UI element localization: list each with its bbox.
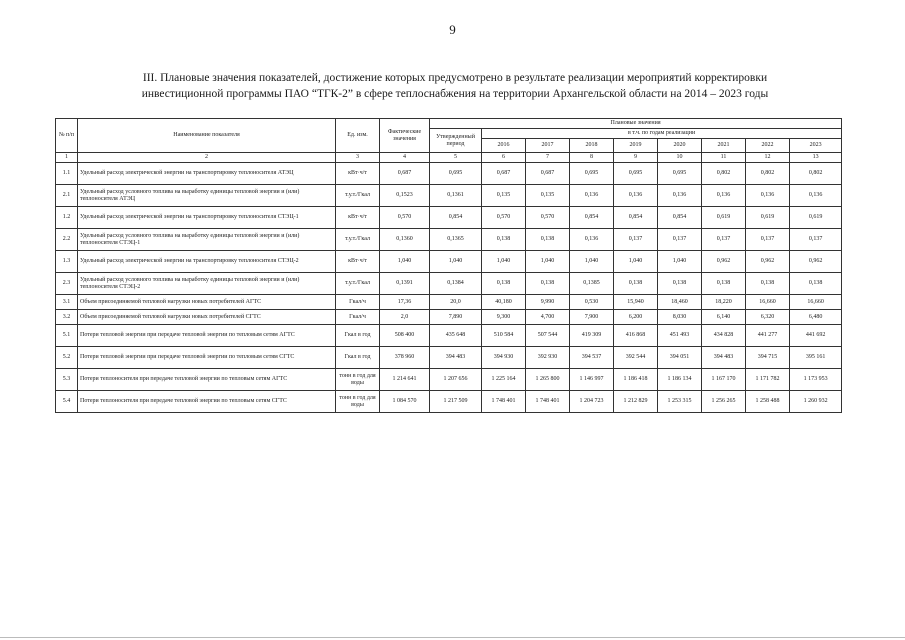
table-row <box>56 325 842 347</box>
year-value: 0,135 <box>526 185 570 207</box>
year-value: 1,040 <box>614 251 658 273</box>
year-value: 0,570 <box>482 207 526 229</box>
unit-cell: кВт·ч/т <box>336 251 380 273</box>
indicator-name: Потери теплоносителя при передаче тепловой энергии по тепловым сетям АГТС <box>78 369 336 391</box>
year-value: 419 309 <box>570 325 614 347</box>
header-year: 2023 <box>790 139 842 153</box>
table-row <box>56 310 842 325</box>
year-value: 0,138 <box>614 273 658 295</box>
year-value: 1,040 <box>570 251 614 273</box>
year-value: 0,138 <box>790 273 842 295</box>
indicator-name: Объем присоединяемой тепловой нагрузки новых потребителей СГТС <box>78 310 336 325</box>
year-value: 0,137 <box>614 229 658 251</box>
year-value: 40,180 <box>482 295 526 310</box>
approved-period-value: 1 217 509 <box>430 391 482 413</box>
year-value: 6,140 <box>702 310 746 325</box>
header-name: Наименование показателя <box>78 119 336 153</box>
year-value: 16,660 <box>790 295 842 310</box>
table-row <box>56 347 842 369</box>
unit-cell: т.у.т./Гкал <box>336 229 380 251</box>
row-number: 5.1 <box>56 325 78 347</box>
year-value: 0,619 <box>702 207 746 229</box>
year-value: 416 868 <box>614 325 658 347</box>
column-number: 2 <box>78 153 336 163</box>
actual-value: 2,0 <box>380 310 430 325</box>
year-value: 0,138 <box>746 273 790 295</box>
unit-cell: Гкал в год <box>336 347 380 369</box>
year-value: 0,695 <box>614 163 658 185</box>
year-value: 0,138 <box>526 273 570 295</box>
actual-value: 0,1523 <box>380 185 430 207</box>
year-value: 1 204 723 <box>570 391 614 413</box>
table-row <box>56 229 842 251</box>
actual-value: 0,1391 <box>380 273 430 295</box>
approved-period-value: 0,1361 <box>430 185 482 207</box>
row-number: 1.1 <box>56 163 78 185</box>
year-value: 0,619 <box>790 207 842 229</box>
year-value: 1 748 401 <box>526 391 570 413</box>
year-value: 0,137 <box>658 229 702 251</box>
year-value: 0,138 <box>702 273 746 295</box>
header-actual: Фактические значения <box>380 119 430 153</box>
year-value: 16,660 <box>746 295 790 310</box>
header-no: № п/п <box>56 119 78 153</box>
year-value: 0,687 <box>526 163 570 185</box>
column-number: 10 <box>658 153 702 163</box>
unit-cell: кВт·ч/т <box>336 207 380 229</box>
column-number: 3 <box>336 153 380 163</box>
actual-value: 0,687 <box>380 163 430 185</box>
approved-period-value: 0,695 <box>430 163 482 185</box>
column-number: 13 <box>790 153 842 163</box>
year-value: 434 828 <box>702 325 746 347</box>
column-number: 6 <box>482 153 526 163</box>
year-value: 0,962 <box>790 251 842 273</box>
actual-value: 1 214 641 <box>380 369 430 391</box>
year-value: 6,320 <box>746 310 790 325</box>
year-value: 1 258 488 <box>746 391 790 413</box>
year-value: 9,990 <box>526 295 570 310</box>
year-value: 0,695 <box>570 163 614 185</box>
row-number: 2.3 <box>56 273 78 295</box>
table-row <box>56 391 842 413</box>
year-value: 510 584 <box>482 325 526 347</box>
unit-cell: т.у.т./Гкал <box>336 185 380 207</box>
row-number: 5.4 <box>56 391 78 413</box>
year-value: 1 748 401 <box>482 391 526 413</box>
year-value: 1 265 800 <box>526 369 570 391</box>
header-unit: Ед. изм. <box>336 119 380 153</box>
planned-values-table <box>55 118 842 413</box>
indicator-name: Потери тепловой энергии при передаче тепловой энергии по тепловым сетям АГТС <box>78 325 336 347</box>
table-row <box>56 163 842 185</box>
year-value: 0,854 <box>570 207 614 229</box>
table-row <box>56 295 842 310</box>
indicator-name: Удельный расход условного топлива на выработку единицы тепловой энергии и (или) теплоносителя АТЭЦ <box>78 185 336 207</box>
heading-line-2: инвестиционной программы ПАО “ТГК-2” в сфере теплоснабжения на территории Архангельской области на 2014 – 2023 годы <box>141 88 769 100</box>
row-number: 3.2 <box>56 310 78 325</box>
approved-period-value: 435 648 <box>430 325 482 347</box>
year-value: 1,040 <box>482 251 526 273</box>
header-year: 2020 <box>658 139 702 153</box>
header-year: 2019 <box>614 139 658 153</box>
column-number: 12 <box>746 153 790 163</box>
column-number: 1 <box>56 153 78 163</box>
table-row <box>56 369 842 391</box>
indicator-name: Потери теплоносителя при передаче тепловой энергии по тепловым сетям СГТС <box>78 391 336 413</box>
table-row <box>56 185 842 207</box>
header-year: 2017 <box>526 139 570 153</box>
year-value: 1 212 829 <box>614 391 658 413</box>
page-number: 9 <box>449 22 456 37</box>
heading-line-1: III. Плановые значения показателей, достижение которых предусмотрено в результате реализации мероприятий корректировки <box>142 72 768 84</box>
approved-period-value: 0,1384 <box>430 273 482 295</box>
actual-value: 17,36 <box>380 295 430 310</box>
unit-cell: Гкал/ч <box>336 295 380 310</box>
header-year: 2018 <box>570 139 614 153</box>
header-year: 2022 <box>746 139 790 153</box>
column-number: 11 <box>702 153 746 163</box>
indicator-name: Удельный расход электрической энергии на транспортировку теплоносителя СТЭЦ-2 <box>78 251 336 273</box>
year-value: 6,480 <box>790 310 842 325</box>
year-value: 451 493 <box>658 325 702 347</box>
column-number: 7 <box>526 153 570 163</box>
year-value: 0,136 <box>570 229 614 251</box>
year-value: 0,138 <box>482 229 526 251</box>
indicator-name: Удельный расход условного топлива на выработку единицы тепловой энергии и (или) теплоносителя СТЭЦ-2 <box>78 273 336 295</box>
year-value: 1 186 134 <box>658 369 702 391</box>
year-value: 394 051 <box>658 347 702 369</box>
year-value: 0,802 <box>746 163 790 185</box>
column-number: 8 <box>570 153 614 163</box>
year-value: 0,802 <box>702 163 746 185</box>
year-value: 0,570 <box>526 207 570 229</box>
year-value: 394 930 <box>482 347 526 369</box>
year-value: 0,136 <box>570 185 614 207</box>
year-value: 392 544 <box>614 347 658 369</box>
actual-value: 1 084 570 <box>380 391 430 413</box>
year-value: 0,137 <box>702 229 746 251</box>
approved-period-value: 0,1365 <box>430 229 482 251</box>
row-number: 3.1 <box>56 295 78 310</box>
year-value: 0,136 <box>614 185 658 207</box>
year-value: 0,619 <box>746 207 790 229</box>
year-value: 8,030 <box>658 310 702 325</box>
year-value: 0,138 <box>658 273 702 295</box>
row-number: 1.3 <box>56 251 78 273</box>
column-number: 5 <box>430 153 482 163</box>
year-value: 0,136 <box>658 185 702 207</box>
actual-value: 508 400 <box>380 325 430 347</box>
year-value: 1,040 <box>526 251 570 273</box>
year-value: 0,137 <box>790 229 842 251</box>
row-number: 5.2 <box>56 347 78 369</box>
year-value: 7,900 <box>570 310 614 325</box>
year-value: 0,138 <box>526 229 570 251</box>
actual-value: 0,1360 <box>380 229 430 251</box>
header-year: 2021 <box>702 139 746 153</box>
year-value: 0,802 <box>790 163 842 185</box>
page-bottom-edge <box>0 637 905 638</box>
row-number: 1.2 <box>56 207 78 229</box>
section-heading <box>70 70 840 102</box>
header-year: 2016 <box>482 139 526 153</box>
indicator-name: Объем присоединяемой тепловой нагрузки новых потребителей АГТС <box>78 295 336 310</box>
year-value: 395 161 <box>790 347 842 369</box>
approved-period-value: 0,854 <box>430 207 482 229</box>
year-value: 18,460 <box>658 295 702 310</box>
actual-value: 1,040 <box>380 251 430 273</box>
row-number: 5.3 <box>56 369 78 391</box>
year-value: 507 544 <box>526 325 570 347</box>
year-value: 394 715 <box>746 347 790 369</box>
year-value: 441 692 <box>790 325 842 347</box>
year-value: 0,854 <box>614 207 658 229</box>
year-value: 0,1385 <box>570 273 614 295</box>
indicator-name: Удельный расход электрической энергии на транспортировку теплоносителя СТЭЦ-1 <box>78 207 336 229</box>
unit-cell: тонн в год для воды <box>336 369 380 391</box>
year-value: 0,962 <box>746 251 790 273</box>
year-value: 1 225 164 <box>482 369 526 391</box>
table-row <box>56 273 842 295</box>
unit-cell: т.у.т./Гкал <box>336 273 380 295</box>
approved-period-value: 394 483 <box>430 347 482 369</box>
year-value: 0,137 <box>746 229 790 251</box>
year-value: 0,530 <box>570 295 614 310</box>
unit-cell: кВт·ч/т <box>336 163 380 185</box>
year-value: 394 483 <box>702 347 746 369</box>
year-value: 1,040 <box>658 251 702 273</box>
year-value: 18,220 <box>702 295 746 310</box>
actual-value: 378 960 <box>380 347 430 369</box>
column-number: 4 <box>380 153 430 163</box>
row-number: 2.2 <box>56 229 78 251</box>
year-value: 1 253 315 <box>658 391 702 413</box>
year-value: 0,695 <box>658 163 702 185</box>
indicator-name: Удельный расход условного топлива на выработку единицы тепловой энергии и (или) теплоносителя СТЭЦ-1 <box>78 229 336 251</box>
year-value: 1 186 418 <box>614 369 658 391</box>
column-number: 9 <box>614 153 658 163</box>
year-value: 1 173 953 <box>790 369 842 391</box>
year-value: 1 146 997 <box>570 369 614 391</box>
year-value: 0,136 <box>790 185 842 207</box>
row-number: 2.1 <box>56 185 78 207</box>
table-row <box>56 251 842 273</box>
year-value: 1 167 170 <box>702 369 746 391</box>
indicator-name: Удельный расход электрической энергии на транспортировку теплоносителя АТЭЦ <box>78 163 336 185</box>
unit-cell: Гкал в год <box>336 325 380 347</box>
year-value: 441 277 <box>746 325 790 347</box>
year-value: 15,940 <box>614 295 658 310</box>
year-value: 9,300 <box>482 310 526 325</box>
year-value: 0,687 <box>482 163 526 185</box>
table-row <box>56 207 842 229</box>
header-by-years: в т.ч. по годам реализации <box>482 129 842 139</box>
approved-period-value: 7,890 <box>430 310 482 325</box>
approved-period-value: 20,0 <box>430 295 482 310</box>
year-value: 4,700 <box>526 310 570 325</box>
unit-cell: тонн в год для воды <box>336 391 380 413</box>
year-value: 394 537 <box>570 347 614 369</box>
year-value: 0,138 <box>482 273 526 295</box>
indicator-name: Потери тепловой энергии при передаче тепловой энергии по тепловым сетям СГТС <box>78 347 336 369</box>
year-value: 1 260 932 <box>790 391 842 413</box>
unit-cell: Гкал/ч <box>336 310 380 325</box>
year-value: 0,962 <box>702 251 746 273</box>
year-value: 0,854 <box>658 207 702 229</box>
header-planned: Плановые значения <box>430 119 842 129</box>
year-value: 1 256 265 <box>702 391 746 413</box>
year-value: 6,200 <box>614 310 658 325</box>
actual-value: 0,570 <box>380 207 430 229</box>
approved-period-value: 1,040 <box>430 251 482 273</box>
header-approved-period: Утвержденный период <box>430 129 482 153</box>
year-value: 0,135 <box>482 185 526 207</box>
year-value: 392 930 <box>526 347 570 369</box>
approved-period-value: 1 207 656 <box>430 369 482 391</box>
year-value: 1 171 782 <box>746 369 790 391</box>
year-value: 0,136 <box>702 185 746 207</box>
year-value: 0,136 <box>746 185 790 207</box>
